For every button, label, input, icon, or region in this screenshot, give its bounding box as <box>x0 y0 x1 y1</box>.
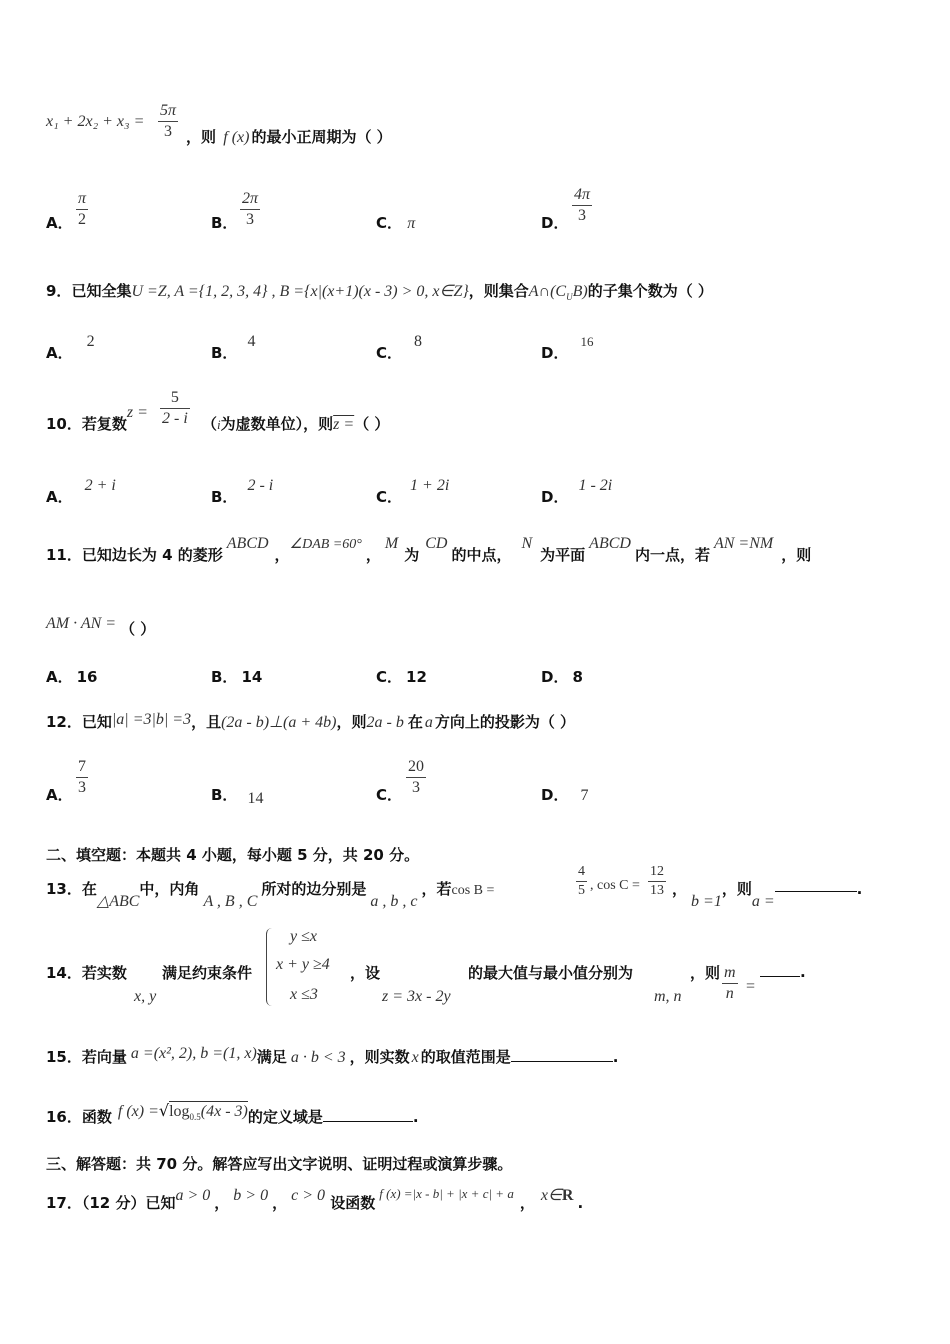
q14-constraint-2: x + y ≥4 <box>276 956 330 973</box>
q8-option-a[interactable]: A． <box>46 214 73 232</box>
q11-option-c[interactable]: C． 12 <box>376 668 427 686</box>
q11-stem-line2: AM · AN = （ ） <box>46 615 156 638</box>
q11-option-d[interactable]: D． 8 <box>541 668 583 686</box>
q14-answer-blank[interactable] <box>760 962 800 977</box>
q14-constraint-3: x ≤3 <box>290 986 318 1003</box>
q13-cosc-fraction: 12 13 <box>650 864 664 898</box>
q14-constraint-1: y ≤x <box>290 928 317 945</box>
q10-option-a[interactable]: A．2 + i <box>46 477 116 506</box>
q10-option-d[interactable]: D．1 - 2i <box>541 477 613 506</box>
q9-option-d[interactable]: D．16 <box>541 334 594 362</box>
q10-option-b[interactable]: B．2 - i <box>211 477 274 506</box>
q8-option-a-value: π 2 <box>78 190 87 228</box>
q8-option-d-value: 4π 3 <box>574 186 591 224</box>
q14-then: ，则 <box>690 964 721 982</box>
q11-stem: 11．已知边长为 4 的菱形ABCD，∠DAB =60°，M为CD的中点，N为平面ABCD内一点，若AN =NM，则 <box>46 535 812 564</box>
q9-option-a[interactable]: A．2 <box>46 333 95 362</box>
q12-option-a[interactable]: A． <box>46 786 73 804</box>
q15-answer-blank[interactable] <box>511 1047 613 1062</box>
q14-brace <box>266 928 275 1006</box>
q9-option-c[interactable]: C．8 <box>376 333 423 362</box>
q10-fraction: 5 2 - i <box>162 389 188 427</box>
q8-option-d[interactable]: D． <box>541 214 569 232</box>
q8-lead-formula: x₁ + 2x₂ + x₃ = <box>46 113 145 130</box>
q12-option-c-value: 20 3 <box>408 758 424 796</box>
q14-xy: x, y <box>134 988 157 1005</box>
q11-option-a[interactable]: A． 16 <box>46 668 98 686</box>
q13-cosb-fraction: 4 5 <box>578 864 585 898</box>
q13-answer-blank[interactable] <box>775 877 857 892</box>
q12-option-d[interactable]: D． 7 <box>541 786 589 804</box>
q10-stem-rest: （i为虚数单位），则z =（ ） <box>202 415 390 433</box>
q13-stem: 13．在△ABC中，内角A , B , C所对的边分别是a , b , c，若cos B = <box>46 880 495 910</box>
q8-option-b[interactable]: B． <box>211 214 238 232</box>
q14-z: z = 3x - 2y <box>382 988 451 1005</box>
q12-option-a-value: 7 3 <box>78 758 86 796</box>
q12-option-b[interactable]: B． 14 <box>211 786 264 807</box>
q15-stem: 15．若向量 a =(x², 2), b =(1, x)满足 a · b < 3 ，则实数 x 的取值范围是 . <box>46 1045 619 1066</box>
q14-answer: . <box>760 962 806 981</box>
q9-stem: 9．已知全集U =Z, A ={1, 2, 3, 4} , B ={x|(x+1)(x - 3) > 0, x∈Z}，则集合$A\cap(C_UB)$的子集个数为（ ） <box>46 282 713 302</box>
q8-option-c[interactable]: C． π <box>376 214 416 232</box>
q10-stem: 10．若复数z = <box>46 404 148 433</box>
q14-equals: = <box>746 978 756 995</box>
q9-option-b[interactable]: B．4 <box>211 333 256 362</box>
q16-answer-blank[interactable] <box>323 1107 413 1122</box>
q16-stem: 16．函数 f $(x) =√\log_{0.5}(4x - 3)$的定义域是 . <box>46 1101 419 1126</box>
q14-set: ，设 <box>350 964 381 982</box>
q13-cosc: , cos C = <box>590 878 640 893</box>
q8-function: f (x) <box>223 129 250 146</box>
q8-option-b-value: 2π 3 <box>242 190 259 228</box>
q12-option-c[interactable]: C． <box>376 786 403 804</box>
q14-stem: 14．若实数 <box>46 964 127 982</box>
q12-stem: 12．已知|a| =3|b| =3，且(2a - b)⊥(a + 4b)，则2a - b 在 a 方向上的投影为（ ） <box>46 711 576 731</box>
q14-mn: m, n <box>654 988 682 1005</box>
q17-stem: 17．（12 分）已知a > 0 ， b > 0 ， c > 0 设函数f (x) =|x - b| + |x + c| + a， x∈R . <box>46 1186 584 1212</box>
q14-constraint-text: 满足约束条件 <box>162 964 253 982</box>
q11-option-b[interactable]: B． 14 <box>211 668 263 686</box>
q14-maxmin: 的最大值与最小值分别为 <box>468 964 634 982</box>
q13-stem-rest: ，b =1，则a =. <box>672 878 862 899</box>
section-3-heading: 三、解答题：共 70 分。解答应写出文字说明、证明过程或演算步骤。 <box>46 1155 513 1173</box>
q10-option-c[interactable]: C．1 + 2i <box>376 477 450 506</box>
q8-stem-rest: ，则 f (x) 的最小正周期为（ ） <box>186 128 392 146</box>
q8-fraction: 5π 3 <box>160 102 177 140</box>
section-2-heading: 二、填空题：本题共 4 小题，每小题 5 分，共 20 分。 <box>46 846 420 864</box>
q8-stem <box>46 112 144 131</box>
q14-fraction: m n <box>724 964 736 1002</box>
